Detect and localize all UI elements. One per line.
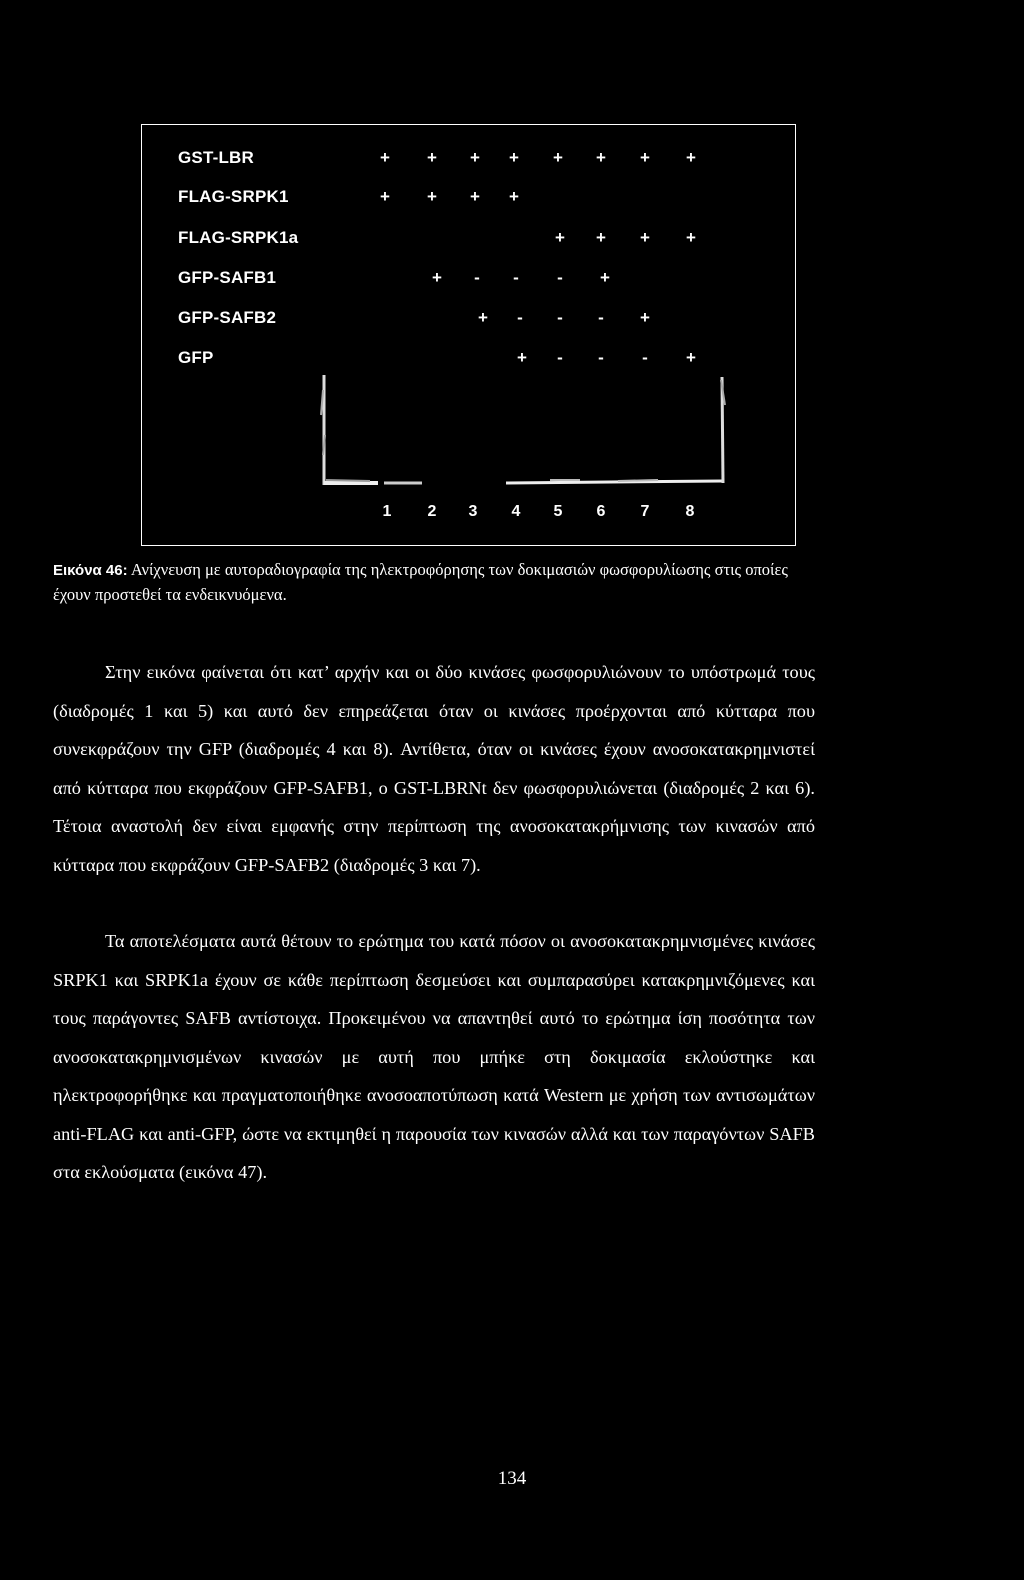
- mark-gfp-safb1-3: -: [513, 268, 519, 287]
- mark-gfp-2: -: [557, 348, 563, 367]
- mark-gst-lbr-lane8: +: [686, 148, 696, 167]
- mark-gfp-safb1-5: +: [600, 268, 610, 287]
- mark-gst-lbr-lane1: +: [380, 148, 390, 167]
- mark-gfp-safb2-1: +: [478, 308, 488, 327]
- row-label-gfp-safb1: GFP-SAFB1: [178, 268, 277, 287]
- mark-flag-srpk1a-lane8: +: [686, 228, 696, 247]
- mark-gfp-safb1-1: +: [432, 268, 442, 287]
- mark-gst-lbr-lane2: +: [427, 148, 437, 167]
- mark-gst-lbr-lane3: +: [470, 148, 480, 167]
- paragraph-text: Στην εικόνα φαίνεται ότι κατ’ αρχήν και οι δύο κινάσες φωσφορυλιώνουν το υπόστρωμά τους (διαδρομές 1 και 5) και αυτό δεν επηρεάζεται όταν οι κινάσες προέρχονται από κύτταρα που συνεκφράζουν την GFP (διαδρομές 4 και 8). Αντίθετα, όταν οι κινάσες έχουν ανοσοκατακρημνιστεί από κύτταρα που εκφράζουν GFP-SAFB1, ο GST-LBRNt δεν φωσφορυλιώνεται (διαδρομές 2 και 6). Τέτοια αναστολή δεν είναι εμφανής στην περίπτωση της ανοσοκατακρήμνισης των κινασών από κύτταρα που εκφράζουν GFP-SAFB2 (διαδρομές 3 και 7).: [53, 662, 815, 875]
- mark-gfp-safb2-5: +: [640, 308, 650, 327]
- autoradiograph-figure: [141, 124, 796, 546]
- lane-number: 6: [596, 503, 606, 520]
- mark-flag-srpk1a-lane6: +: [596, 228, 606, 247]
- mark-gfp-safb2-2: -: [517, 308, 523, 327]
- mark-gst-lbr-lane5: +: [553, 148, 563, 167]
- mark-gst-lbr-lane6: +: [596, 148, 606, 167]
- mark-flag-srpk1-lane1: +: [380, 187, 390, 206]
- mark-gfp-safb2-4: -: [598, 308, 604, 327]
- lane-number: 1: [382, 503, 392, 520]
- lane-number: 4: [511, 503, 521, 520]
- mark-gfp-safb1-2: -: [474, 268, 480, 287]
- mark-gfp-safb2-3: -: [557, 308, 563, 327]
- lane-number: 2: [427, 503, 437, 520]
- row-label-flag-srpk1: FLAG-SRPK1: [178, 187, 289, 206]
- row-label-flag-srpk1a: FLAG-SRPK1a: [178, 228, 299, 247]
- mark-gst-lbr-lane7: +: [640, 148, 650, 167]
- row-label-gfp-safb2: GFP-SAFB2: [178, 308, 277, 327]
- lane-number: 8: [685, 503, 695, 520]
- mark-gfp-1: +: [517, 348, 527, 367]
- mark-flag-srpk1a-lane7: +: [640, 228, 650, 247]
- mark-gfp-5: +: [686, 348, 696, 367]
- body-paragraph-1: [53, 653, 815, 884]
- caption-text: Ανίχνευση με αυτοραδιογραφία της ηλεκτροφόρησης των δοκιμασιών φωσφορυλίωσης στις οποίες έχουν προστεθεί τα ενδεικνυόμενα.: [53, 560, 788, 604]
- caption-label: Εικόνα 46:: [53, 562, 128, 579]
- mark-flag-srpk1-lane3: +: [470, 187, 480, 206]
- figure-caption: [53, 558, 823, 607]
- lane-number: 7: [640, 503, 650, 520]
- mark-gfp-safb1-4: -: [557, 268, 563, 287]
- mark-gst-lbr-lane4: +: [509, 148, 519, 167]
- lane-number: 5: [553, 503, 563, 520]
- mark-gfp-3: -: [598, 348, 604, 367]
- mark-flag-srpk1-lane4: +: [509, 187, 519, 206]
- mark-flag-srpk1a-lane5: +: [555, 228, 565, 247]
- row-label-gfp: GFP: [178, 348, 214, 367]
- mark-gfp-4: -: [642, 348, 648, 367]
- row-label-gst-lbr: GST-LBR: [178, 148, 255, 167]
- mark-flag-srpk1-lane2: +: [427, 187, 437, 206]
- body-paragraph-2: [53, 922, 815, 1192]
- lane-number: 3: [468, 503, 478, 520]
- page-number: 134: [497, 1468, 527, 1489]
- paragraph-text: Τα αποτελέσματα αυτά θέτουν το ερώτημα του κατά πόσον οι ανοσοκατακρημνισμένες κινάσες SRPK1 και SRPK1a έχουν σε κάθε περίπτωση δεσμεύσει και συμπαρασύρει κατακρημνιζόμενες και τους παράγοντες SAFB αντίστοιχα. Προκειμένου να απαντηθεί αυτό το ερώτημα ίση ποσότητα των ανοσοκατακρημνισμένων κινασών με αυτή που μπήκε στη δοκιμασία εκλούστηκε και ηλεκτροφορήθηκε και πραγματοποιήθηκε ανοσοαποτύπωση κατά Western με χρήση των αντισωμάτων anti-FLAG και anti-GFP, ώστε να εκτιμηθεί η παρουσία των κινασών αλλά και των παραγόντων SAFB στα εκλούσματα (εικόνα 47).: [53, 931, 815, 1182]
- gel-image: [318, 375, 738, 490]
